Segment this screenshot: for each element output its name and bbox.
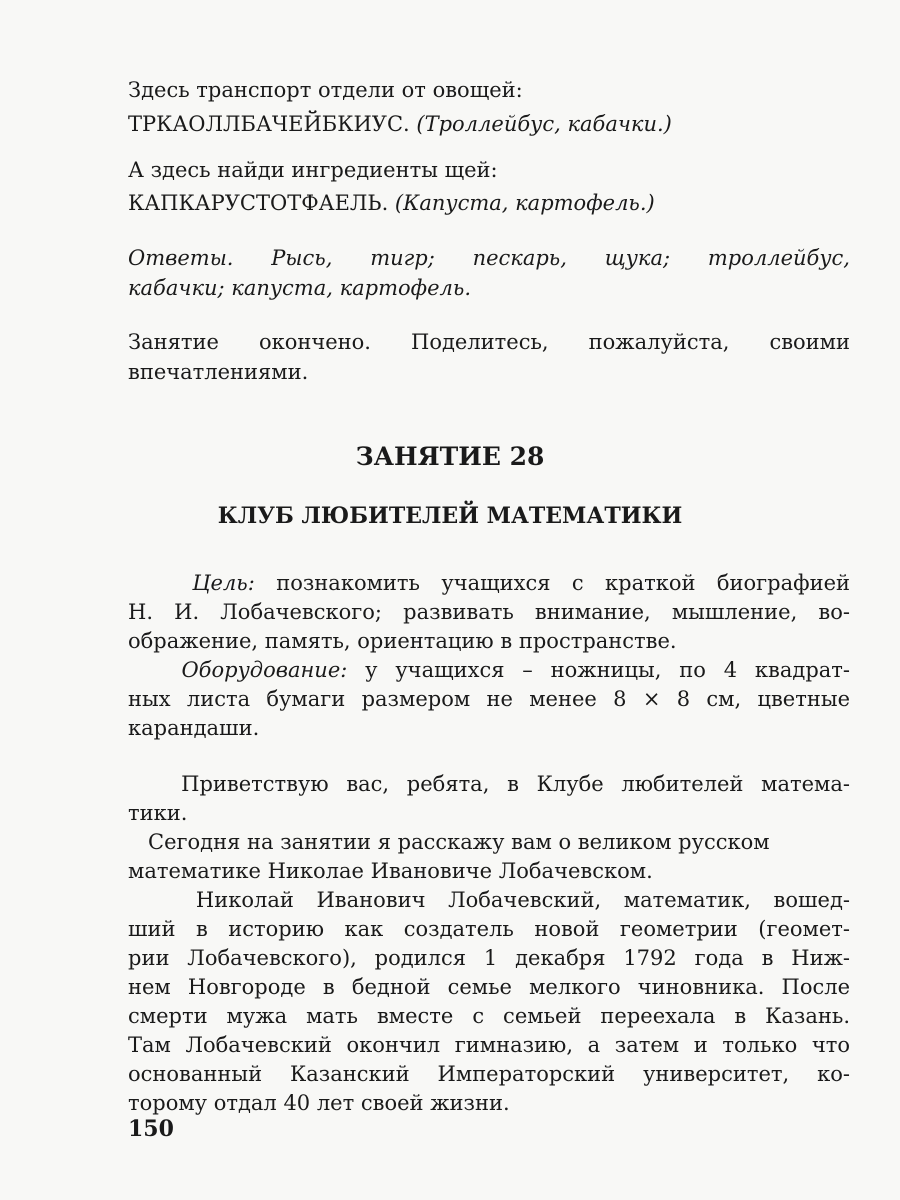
text-line: [128, 569, 850, 597]
text-segment: ных листа бумаги размером не менее 8 × 8 см, цветные: [128, 687, 850, 711]
text-line: [128, 886, 850, 914]
text-segment: торому отдал 40 лет своей жизни.: [128, 1091, 510, 1115]
text-line: [128, 627, 850, 655]
text-line: [128, 828, 850, 856]
text-line: [128, 857, 850, 885]
text-line: [128, 156, 850, 184]
text-segment: ТРКАОЛЛБАЧЕЙБКИУС.: [128, 112, 417, 136]
page-number: 150: [128, 1116, 174, 1142]
text-line: [128, 598, 850, 626]
text-segment: Сегодня на занятии я расскажу вам о великом русском: [128, 830, 770, 854]
lesson-title: ЗАНЯТИЕ 28: [355, 442, 545, 471]
text-line: [128, 1060, 850, 1088]
text-line: [128, 973, 850, 1001]
text-line: [128, 685, 850, 713]
text-line: [128, 274, 850, 302]
italic-text: Ответы. Рысь, тигр; пескарь, щука; троллейбус,: [128, 246, 850, 270]
text-segment: нем Новгороде в бедной семье мелкого чиновника. После: [128, 975, 850, 999]
text-segment: КАПКАРУСТОТФАЕЛЬ.: [128, 191, 395, 215]
text-line: [128, 189, 850, 217]
text-segment: тики.: [128, 801, 188, 825]
text-segment: рии Лобачевского), родился 1 декабря 1792 года в Ниж-: [128, 946, 850, 970]
text-segment: познакомить учащихся с краткой биографией: [254, 571, 851, 595]
text-line: [128, 770, 850, 798]
text-line: [128, 244, 850, 272]
text-segment: Занятие окончено. Поделитесь, пожалуйста, своими: [128, 330, 850, 354]
italic-text: Цель:: [128, 571, 255, 595]
text-line: [128, 76, 850, 104]
italic-text: (Троллейбус, кабачки.): [416, 112, 672, 136]
text-line: [128, 944, 850, 972]
text-segment: Приветствую вас, ребята, в Клубе любителей матема-: [128, 772, 850, 796]
text-line: [128, 110, 850, 138]
text-line: [128, 915, 850, 943]
text-line: [128, 656, 850, 684]
text-line: [128, 799, 850, 827]
text-segment: смерти мужа мать вместе с семьей переехала в Казань.: [128, 1004, 850, 1028]
text-segment: у учащихся – ножницы, по 4 квадрат-: [347, 658, 850, 682]
text-segment: А здесь найди ингредиенты щей:: [128, 158, 498, 182]
text-segment: впечатлениями.: [128, 360, 309, 384]
italic-text: кабачки; капуста, картофель.: [128, 276, 471, 300]
italic-text: (Капуста, картофель.): [394, 191, 655, 215]
text-segment: карандаши.: [128, 716, 260, 740]
text-segment: ший в историю как создатель новой геометрии (геомет-: [128, 917, 850, 941]
text-segment: математике Николае Ивановиче Лобачевском.: [128, 859, 653, 883]
text-line: [128, 1002, 850, 1030]
text-line: [128, 1031, 850, 1059]
italic-text: Оборудование:: [128, 658, 348, 682]
text-line: [128, 358, 850, 386]
text-line: [128, 714, 850, 742]
text-segment: ображение, память, ориентацию в пространстве.: [128, 629, 677, 653]
text-segment: Н. И. Лобачевского; развивать внимание, мышление, во-: [128, 600, 850, 624]
text-segment: Здесь транспорт отдели от овощей:: [128, 78, 523, 102]
text-line: [128, 328, 850, 356]
text-line: [128, 1089, 850, 1117]
lesson-subtitle: КЛУБ ЛЮБИТЕЛЕЙ МАТЕМАТИКИ: [217, 503, 683, 529]
text-segment: основанный Казанский Императорский университет, ко-: [128, 1062, 850, 1086]
text-segment: Там Лобачевский окончил гимназию, а затем и только что: [128, 1033, 850, 1057]
text-segment: Николай Иванович Лобачевский, математик, вошед-: [128, 888, 850, 912]
